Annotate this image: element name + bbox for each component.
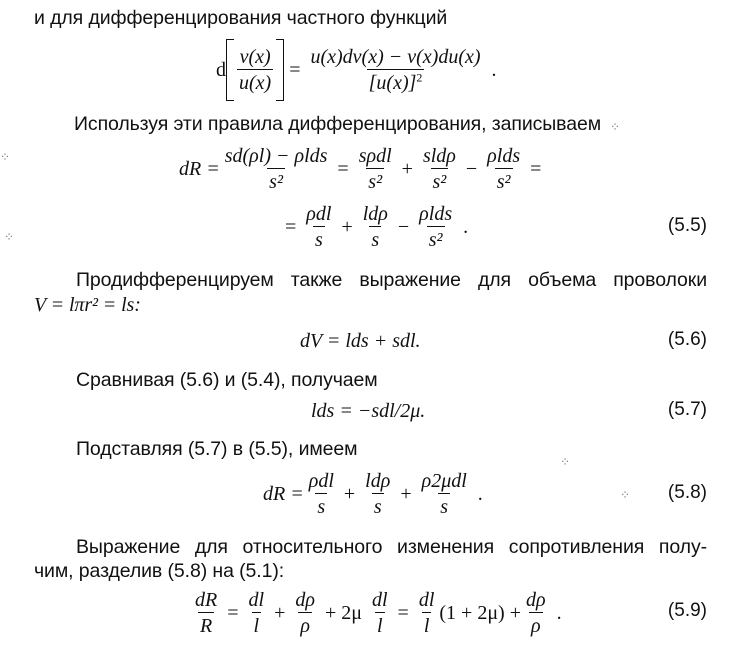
equation-number-5-8: (5.8) (667, 482, 707, 503)
equation-5-8 (263, 463, 483, 525)
minus-sign: − (465, 157, 478, 180)
den-base: [u(x)] (368, 72, 417, 94)
fraction-numerator: ρ2μdl (421, 470, 467, 492)
fraction-denominator: s (313, 226, 325, 251)
equation-number-5-7: (5.7) (667, 399, 707, 420)
fraction-numerator: ldρ (362, 203, 388, 225)
fraction-quotient-result (308, 46, 482, 94)
fraction-denominator: l (422, 612, 432, 637)
fraction-denominator: ρ (298, 612, 312, 637)
text-line-relative-change: Выражение для относительного изменения сопротивления полу- (76, 536, 707, 558)
fraction (363, 470, 392, 518)
fraction (417, 203, 454, 251)
period: . (556, 601, 562, 624)
fraction-denominator: l (252, 612, 262, 637)
fraction-numerator: u(x)dv(x) − v(x)du(x) (310, 46, 481, 68)
plus-sign: + (400, 482, 412, 505)
eq-lhs: dR = (263, 482, 304, 505)
fraction-numerator: dR (195, 589, 218, 611)
equation-5-5-row2 (280, 196, 468, 258)
period: . (463, 215, 469, 238)
equation-5-7: lds = −sdl/2μ. (311, 399, 426, 422)
equation-number-5-9: (5.9) (667, 600, 707, 621)
scan-speck: ⁘ (560, 455, 571, 469)
equals-sign: = (530, 157, 542, 180)
fraction-denominator: s² (267, 168, 285, 193)
fraction-numerator: dρ (295, 589, 315, 611)
text-line-differentiate-volume: Продифференцируем также выражение для объема проволоки (76, 269, 707, 291)
fraction-numerator: ρlds (487, 145, 521, 167)
equals-sign: = (285, 215, 297, 238)
plus-sign: + (341, 215, 353, 238)
fraction (420, 470, 469, 518)
scan-speck: ⁘ (4, 230, 15, 244)
scan-speck: ⁘ (0, 150, 11, 164)
scan-speck: ⁘ (610, 120, 621, 134)
plus-sign: + (401, 157, 413, 180)
fraction-denominator: l (375, 612, 385, 637)
equation-5-6: dV = lds + sdl. (300, 329, 421, 352)
equals-sign: = (397, 601, 409, 624)
fraction-numerator: ρdl (306, 203, 332, 225)
equals-sign: = (289, 58, 301, 81)
fraction (421, 145, 458, 193)
fraction-denominator: s (438, 493, 450, 518)
fraction-numerator: dl (371, 589, 388, 611)
period: . (477, 482, 483, 505)
fraction-numerator: sldρ (422, 145, 456, 167)
text-line-using-rules: Используя эти правила дифференцирования, записываем (74, 113, 602, 135)
fraction (223, 145, 330, 193)
fraction (304, 203, 333, 251)
fraction-denominator: s² (431, 168, 449, 193)
fraction (361, 203, 390, 251)
plus-two-mu: + 2μ (324, 601, 362, 624)
fraction (293, 589, 317, 637)
fraction (307, 470, 336, 518)
eq-lhs: dR = (179, 157, 220, 180)
fraction-denominator (367, 69, 425, 94)
right-bracket (276, 39, 284, 101)
fraction (524, 589, 548, 637)
fraction-denominator: s (372, 493, 384, 518)
fraction-v-over-u (237, 46, 273, 94)
fraction (357, 145, 394, 193)
equation-number-5-5: (5.5) (667, 215, 707, 236)
fraction-denominator: s² (495, 168, 513, 193)
left-bracket (226, 39, 234, 101)
fraction (247, 589, 267, 637)
text-line-substituting: Подставляя (5.7) в (5.5), имеем (76, 438, 358, 460)
factor-one-plus-two-mu: (1 + 2μ) + (439, 601, 521, 624)
period: . (491, 58, 497, 81)
equation-number-5-6: (5.6) (667, 329, 707, 350)
den-exponent: 2 (416, 70, 423, 85)
fraction-denominator: ρ (529, 612, 543, 637)
fraction (370, 589, 390, 637)
eq-d: d (216, 58, 226, 81)
fraction-denominator: s² (366, 168, 384, 193)
fraction-denominator: s (315, 493, 327, 518)
scan-speck: ⁘ (620, 488, 631, 502)
fraction (417, 589, 437, 637)
fraction-numerator: ρlds (419, 203, 453, 225)
equation-quotient-rule (216, 38, 497, 102)
equals-sign: = (227, 601, 239, 624)
fraction-denominator: u(x) (237, 69, 273, 94)
text-line-intro-quotient: и для дифференцирования частного функций (34, 7, 448, 29)
fraction (485, 145, 522, 193)
text-line-comparing: Сравнивая (5.6) и (5.4), получаем (76, 369, 378, 391)
minus-sign: − (397, 215, 410, 238)
fraction-denominator: R (198, 612, 214, 637)
fraction-denominator: s (369, 226, 381, 251)
fraction-denominator: s² (427, 226, 445, 251)
fraction-numerator: sd(ρl) − ρlds (224, 145, 328, 167)
plus-sign: + (343, 482, 356, 505)
equation-5-9 (190, 583, 562, 643)
fraction-numerator: dρ (525, 589, 546, 611)
equals-sign: = (337, 157, 349, 180)
fraction-numerator: dl (418, 589, 435, 611)
fraction-numerator: sρdl (358, 145, 392, 167)
text-volume-formula: V = lπr² = ls: (34, 294, 141, 316)
plus-sign: + (274, 601, 286, 624)
fraction-numerator: ρdl (308, 470, 334, 492)
fraction (193, 589, 219, 637)
text-line-dividing: чим, разделив (5.8) на (5.1): (34, 560, 285, 582)
fraction-numerator: v(x) (239, 46, 271, 68)
equation-5-5-row1 (179, 138, 546, 200)
fraction-numerator: ldρ (365, 470, 391, 492)
fraction-numerator: dl (248, 589, 265, 611)
